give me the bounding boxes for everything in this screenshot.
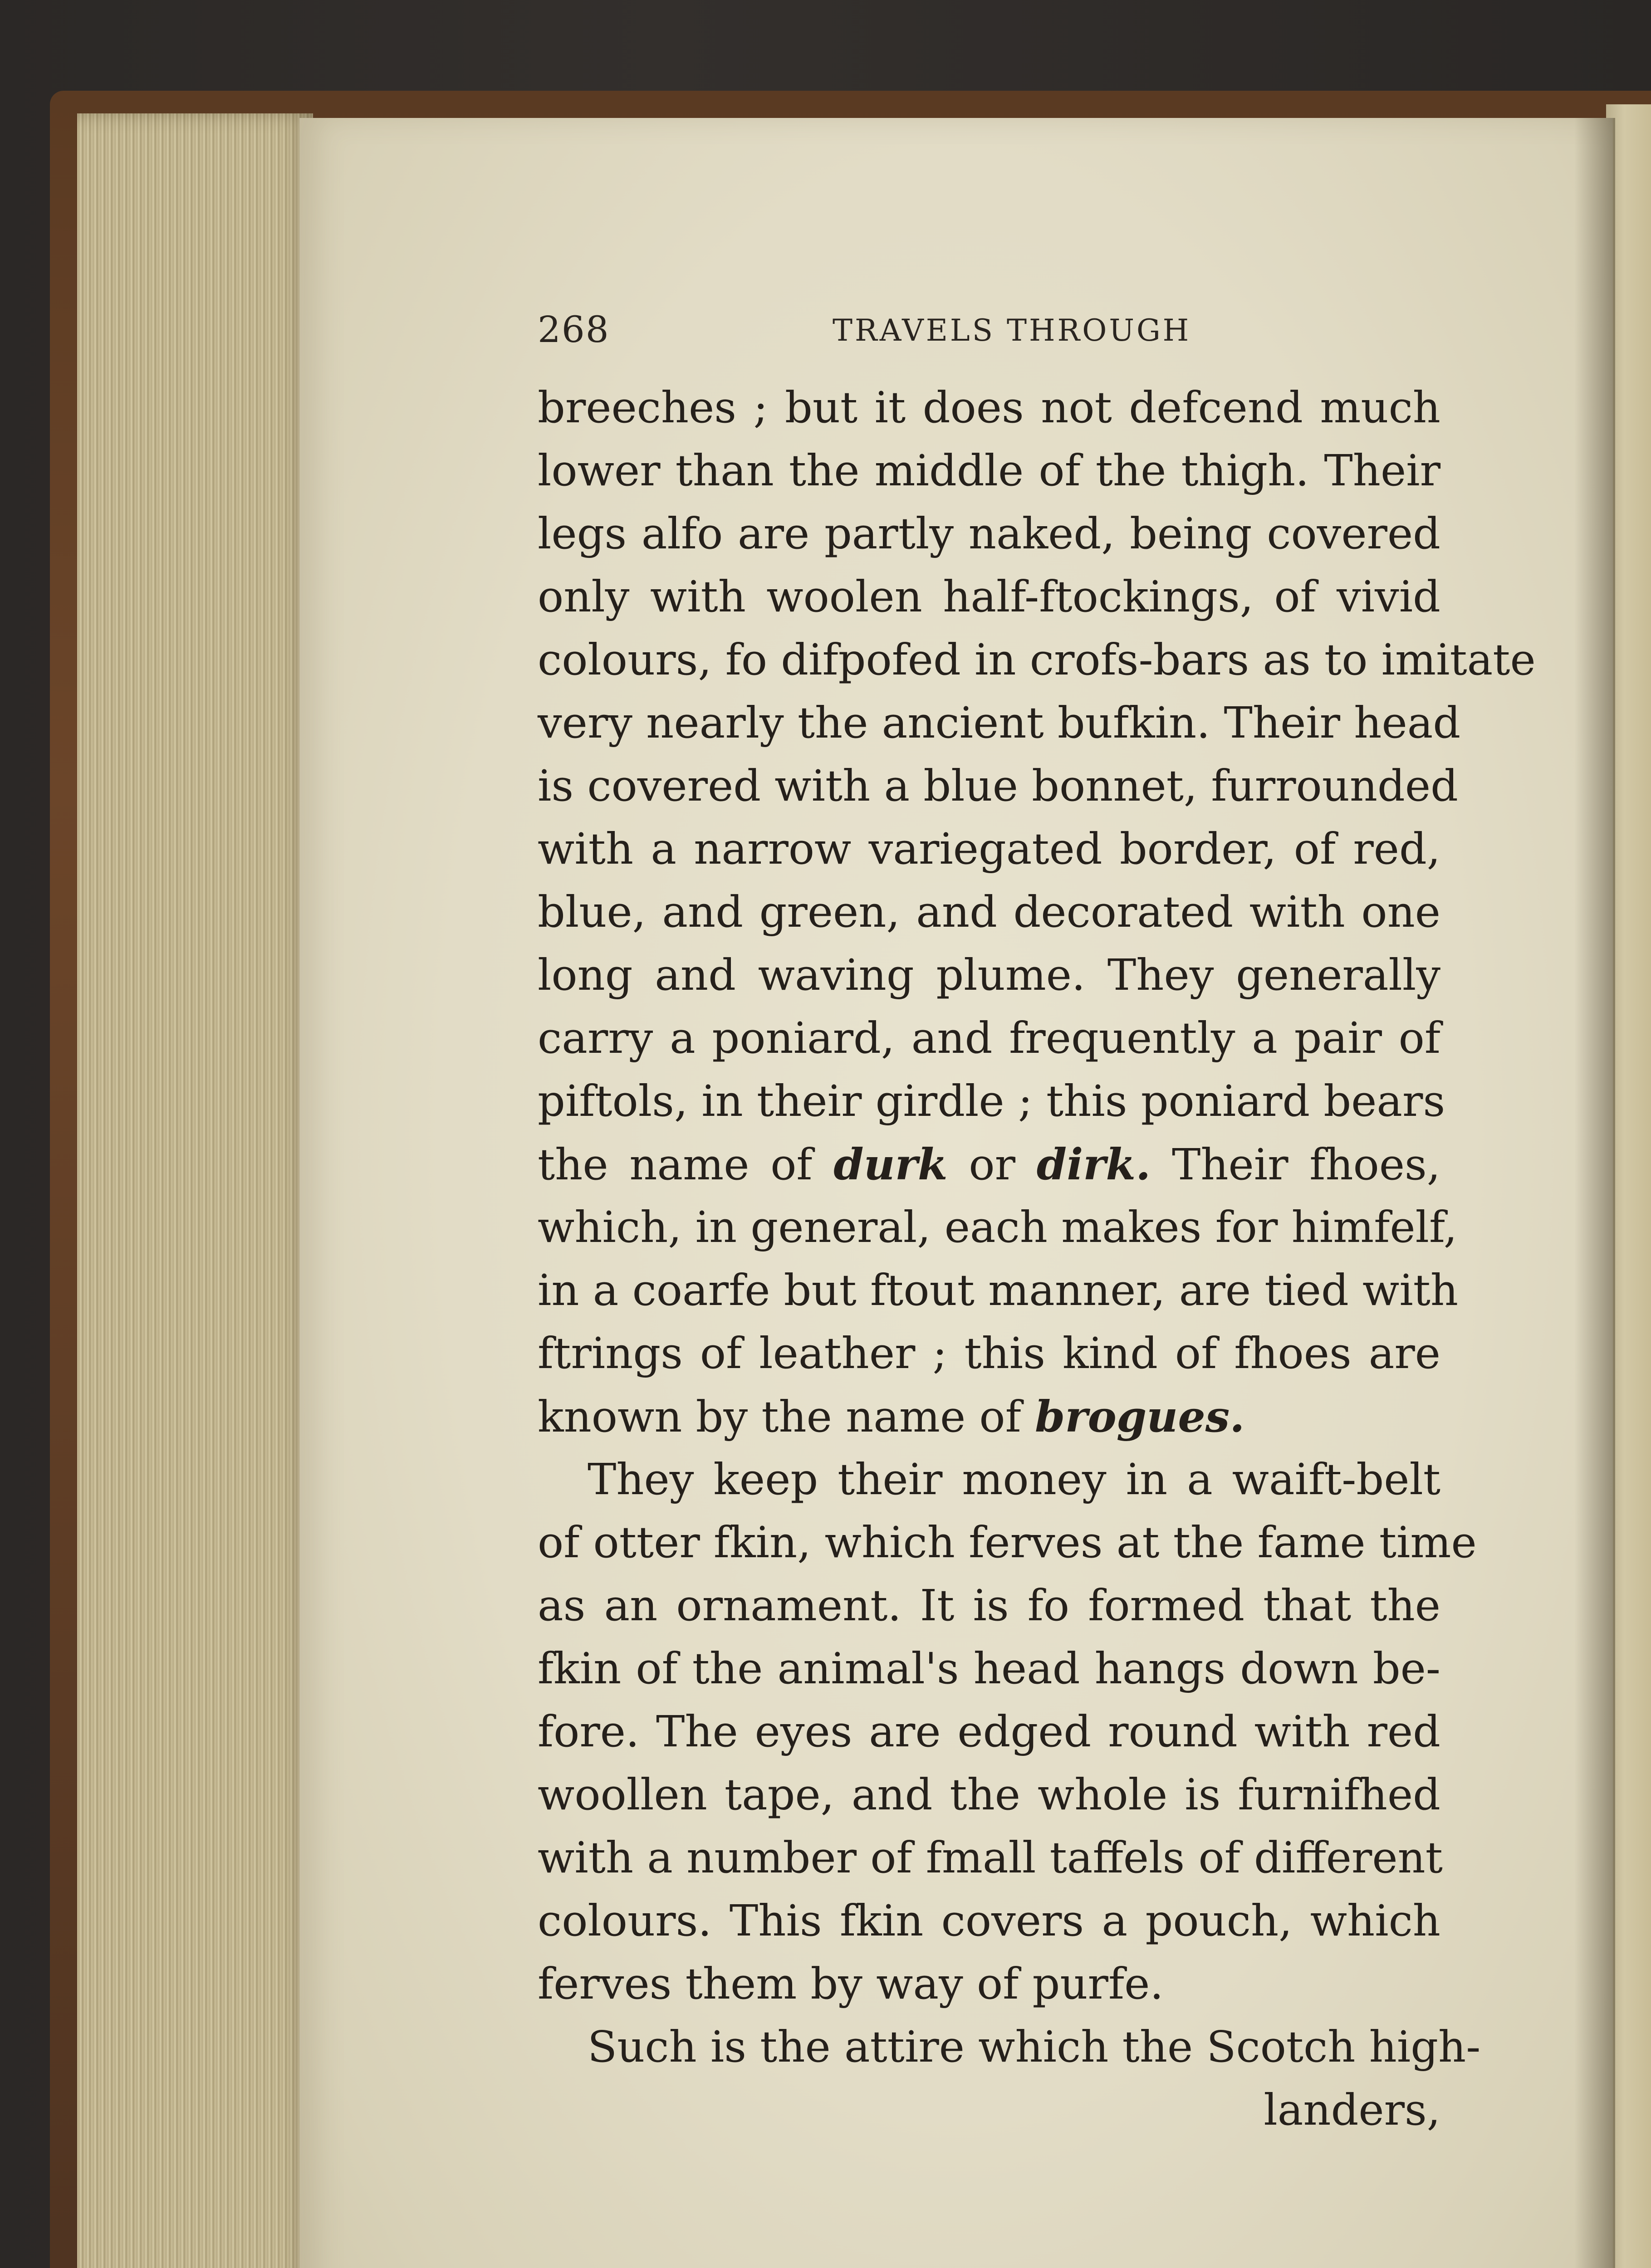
text-line: very nearly the ancient bufkin. Their head [538, 698, 1461, 748]
text-line: long and waving plume. They generally [538, 950, 1440, 1000]
text-line: woollen tape, and the whole is furnifhed [538, 1770, 1440, 1820]
text-run: or [947, 1140, 1037, 1190]
text-line: colours. This fkin covers a pouch, which [538, 1896, 1440, 1946]
running-title: TRAVELS THROUGH [833, 313, 1191, 348]
text-run: the name of [538, 1140, 834, 1190]
body-text [538, 376, 1536, 2142]
text-line: piftols, in their girdle ; this poniard bears [538, 1076, 1445, 1126]
text-line: They keep their money in a waift-belt [588, 1455, 1440, 1505]
italic-term: durk [833, 1139, 948, 1190]
italic-term: brogues. [1034, 1392, 1245, 1442]
text-line: with a narrow variegated border, of red, [538, 824, 1440, 874]
text-run: known by the name of [538, 1392, 1035, 1442]
text-line: blue, and green, and decorated with one [538, 887, 1440, 937]
gutter-shadow [1574, 118, 1615, 2268]
text-line: as an ornament. It is fo formed that the [538, 1581, 1440, 1631]
text-line: breeches ; but it does not defcend much [538, 383, 1440, 433]
text-line: lower than the middle of the thigh. Their [538, 446, 1440, 496]
page-edges [77, 113, 313, 2268]
italic-term: dirk. [1036, 1139, 1151, 1190]
text-line [538, 1133, 1440, 1196]
page-header [538, 308, 1438, 358]
text-line: of otter fkin, which ferves at the fame time [538, 1518, 1477, 1568]
text-line: with a number of fmall taffels of different [538, 1833, 1443, 1883]
text-line: carry a poniard, and frequently a pair of [538, 1013, 1440, 1063]
text-run: Their fhoes, [1151, 1140, 1440, 1190]
text-line: only with woolen half-ftockings, of vivid [538, 572, 1440, 622]
text-line: fore. The eyes are edged round with red [538, 1707, 1440, 1757]
text-line: which, in general, each makes for himfelf, [538, 1202, 1457, 1252]
text-line: Such is the attire which the Scotch high- [588, 2022, 1481, 2072]
page-number: 268 [538, 308, 610, 351]
text-line: landers, [1264, 2085, 1440, 2135]
text-line: fkin of the animal's head hangs down be- [538, 1644, 1440, 1694]
text-line [538, 1385, 1440, 1448]
text-line: legs alfo are partly naked, being covered [538, 509, 1440, 559]
text-line: colours, fo difpofed in crofs-bars as to imitate [538, 635, 1536, 685]
text-line: is covered with a blue bonnet, furrounded [538, 761, 1458, 811]
text-line: ftrings of leather ; this kind of fhoes are [538, 1329, 1440, 1378]
text-line: in a coarfe but ftout manner, are tied with [538, 1266, 1459, 1315]
text-line: ferves them by way of purfe. [538, 1959, 1164, 2009]
